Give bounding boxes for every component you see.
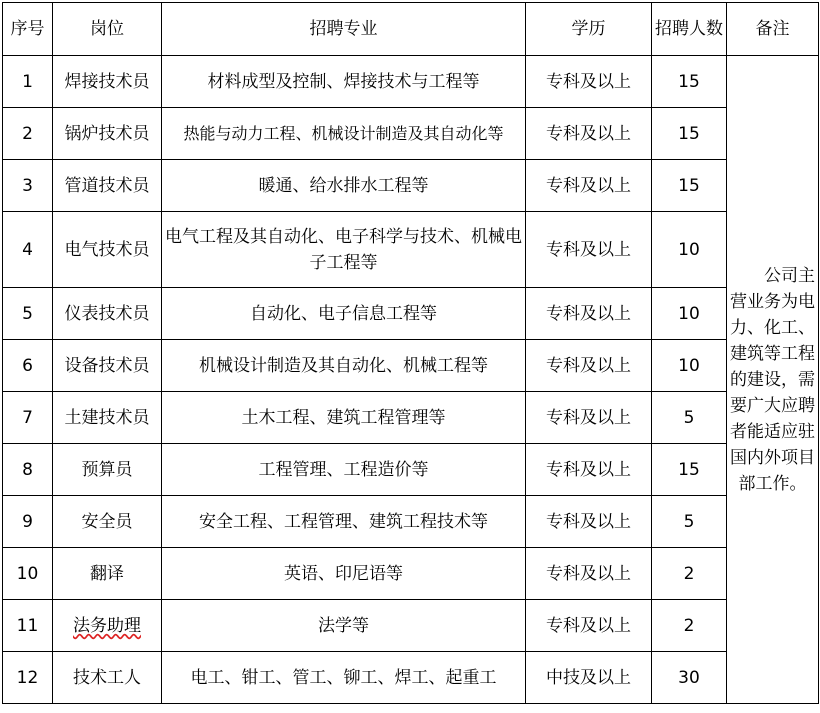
cell-count: 15 — [652, 160, 727, 212]
cell-education: 专科及以上 — [526, 444, 652, 496]
header-note: 备注 — [727, 3, 819, 56]
cell-education: 专科及以上 — [526, 108, 652, 160]
note-text: 公司主营业务为电力、化工、建筑等工程的建设，需要广大应聘者能适应驻国内外项目部工作。 — [730, 265, 815, 494]
cell-education: 专科及以上 — [526, 212, 652, 288]
table-row — [3, 548, 819, 600]
cell-count: 15 — [652, 108, 727, 160]
cell-education: 中技及以上 — [526, 652, 652, 704]
table-header-row — [3, 3, 819, 56]
cell-count: 15 — [652, 444, 727, 496]
cell-position — [53, 600, 162, 652]
cell-major: 电工、钳工、管工、铆工、焊工、起重工 — [162, 652, 526, 704]
cell-no: 8 — [3, 444, 53, 496]
header-education: 学历 — [526, 3, 652, 56]
cell-position: 焊接技术员 — [53, 56, 162, 108]
header-no: 序号 — [3, 3, 53, 56]
cell-education: 专科及以上 — [526, 600, 652, 652]
table-row — [3, 496, 819, 548]
cell-major: 英语、印尼语等 — [162, 548, 526, 600]
recruitment-table — [2, 2, 819, 704]
cell-count: 5 — [652, 392, 727, 444]
cell-position-text: 法务助理 — [73, 615, 141, 636]
cell-count: 2 — [652, 600, 727, 652]
cell-count: 10 — [652, 340, 727, 392]
cell-major: 法学等 — [162, 600, 526, 652]
cell-no: 11 — [3, 600, 53, 652]
cell-position: 预算员 — [53, 444, 162, 496]
cell-major: 工程管理、工程造价等 — [162, 444, 526, 496]
cell-education: 专科及以上 — [526, 340, 652, 392]
header-position: 岗位 — [53, 3, 162, 56]
cell-major: 材料成型及控制、焊接技术与工程等 — [162, 56, 526, 108]
cell-count: 5 — [652, 496, 727, 548]
cell-major: 暖通、给水排水工程等 — [162, 160, 526, 212]
cell-major: 热能与动力工程、机械设计制造及其自动化等 — [162, 108, 526, 160]
cell-education: 专科及以上 — [526, 56, 652, 108]
table-row — [3, 340, 819, 392]
table-row — [3, 108, 819, 160]
cell-position: 设备技术员 — [53, 340, 162, 392]
cell-education: 专科及以上 — [526, 160, 652, 212]
cell-education: 专科及以上 — [526, 496, 652, 548]
cell-count: 2 — [652, 548, 727, 600]
cell-no: 10 — [3, 548, 53, 600]
table-row — [3, 160, 819, 212]
table-row — [3, 288, 819, 340]
cell-count: 15 — [652, 56, 727, 108]
cell-no: 12 — [3, 652, 53, 704]
cell-major: 电气工程及其自动化、电子科学与技术、机械电子工程等 — [162, 212, 526, 288]
cell-position: 安全员 — [53, 496, 162, 548]
cell-education: 专科及以上 — [526, 548, 652, 600]
header-count: 招聘人数 — [652, 3, 727, 56]
cell-major: 自动化、电子信息工程等 — [162, 288, 526, 340]
table-row — [3, 652, 819, 704]
cell-education: 专科及以上 — [526, 392, 652, 444]
cell-count: 30 — [652, 652, 727, 704]
cell-no: 6 — [3, 340, 53, 392]
cell-position: 土建技术员 — [53, 392, 162, 444]
note-cell — [727, 56, 819, 704]
cell-no: 2 — [3, 108, 53, 160]
cell-position: 锅炉技术员 — [53, 108, 162, 160]
cell-major: 土木工程、建筑工程管理等 — [162, 392, 526, 444]
cell-position: 技术工人 — [53, 652, 162, 704]
table-row — [3, 56, 819, 108]
table-row — [3, 600, 819, 652]
cell-no: 1 — [3, 56, 53, 108]
cell-count: 10 — [652, 212, 727, 288]
cell-major: 机械设计制造及其自动化、机械工程等 — [162, 340, 526, 392]
header-major: 招聘专业 — [162, 3, 526, 56]
cell-education: 专科及以上 — [526, 288, 652, 340]
table-row — [3, 444, 819, 496]
cell-no: 3 — [3, 160, 53, 212]
cell-count: 10 — [652, 288, 727, 340]
cell-position: 翻译 — [53, 548, 162, 600]
cell-no: 5 — [3, 288, 53, 340]
cell-position: 仪表技术员 — [53, 288, 162, 340]
cell-no: 9 — [3, 496, 53, 548]
cell-no: 7 — [3, 392, 53, 444]
table-row — [3, 212, 819, 288]
cell-position: 电气技术员 — [53, 212, 162, 288]
table-row — [3, 392, 819, 444]
cell-no: 4 — [3, 212, 53, 288]
cell-position: 管道技术员 — [53, 160, 162, 212]
cell-major: 安全工程、工程管理、建筑工程技术等 — [162, 496, 526, 548]
